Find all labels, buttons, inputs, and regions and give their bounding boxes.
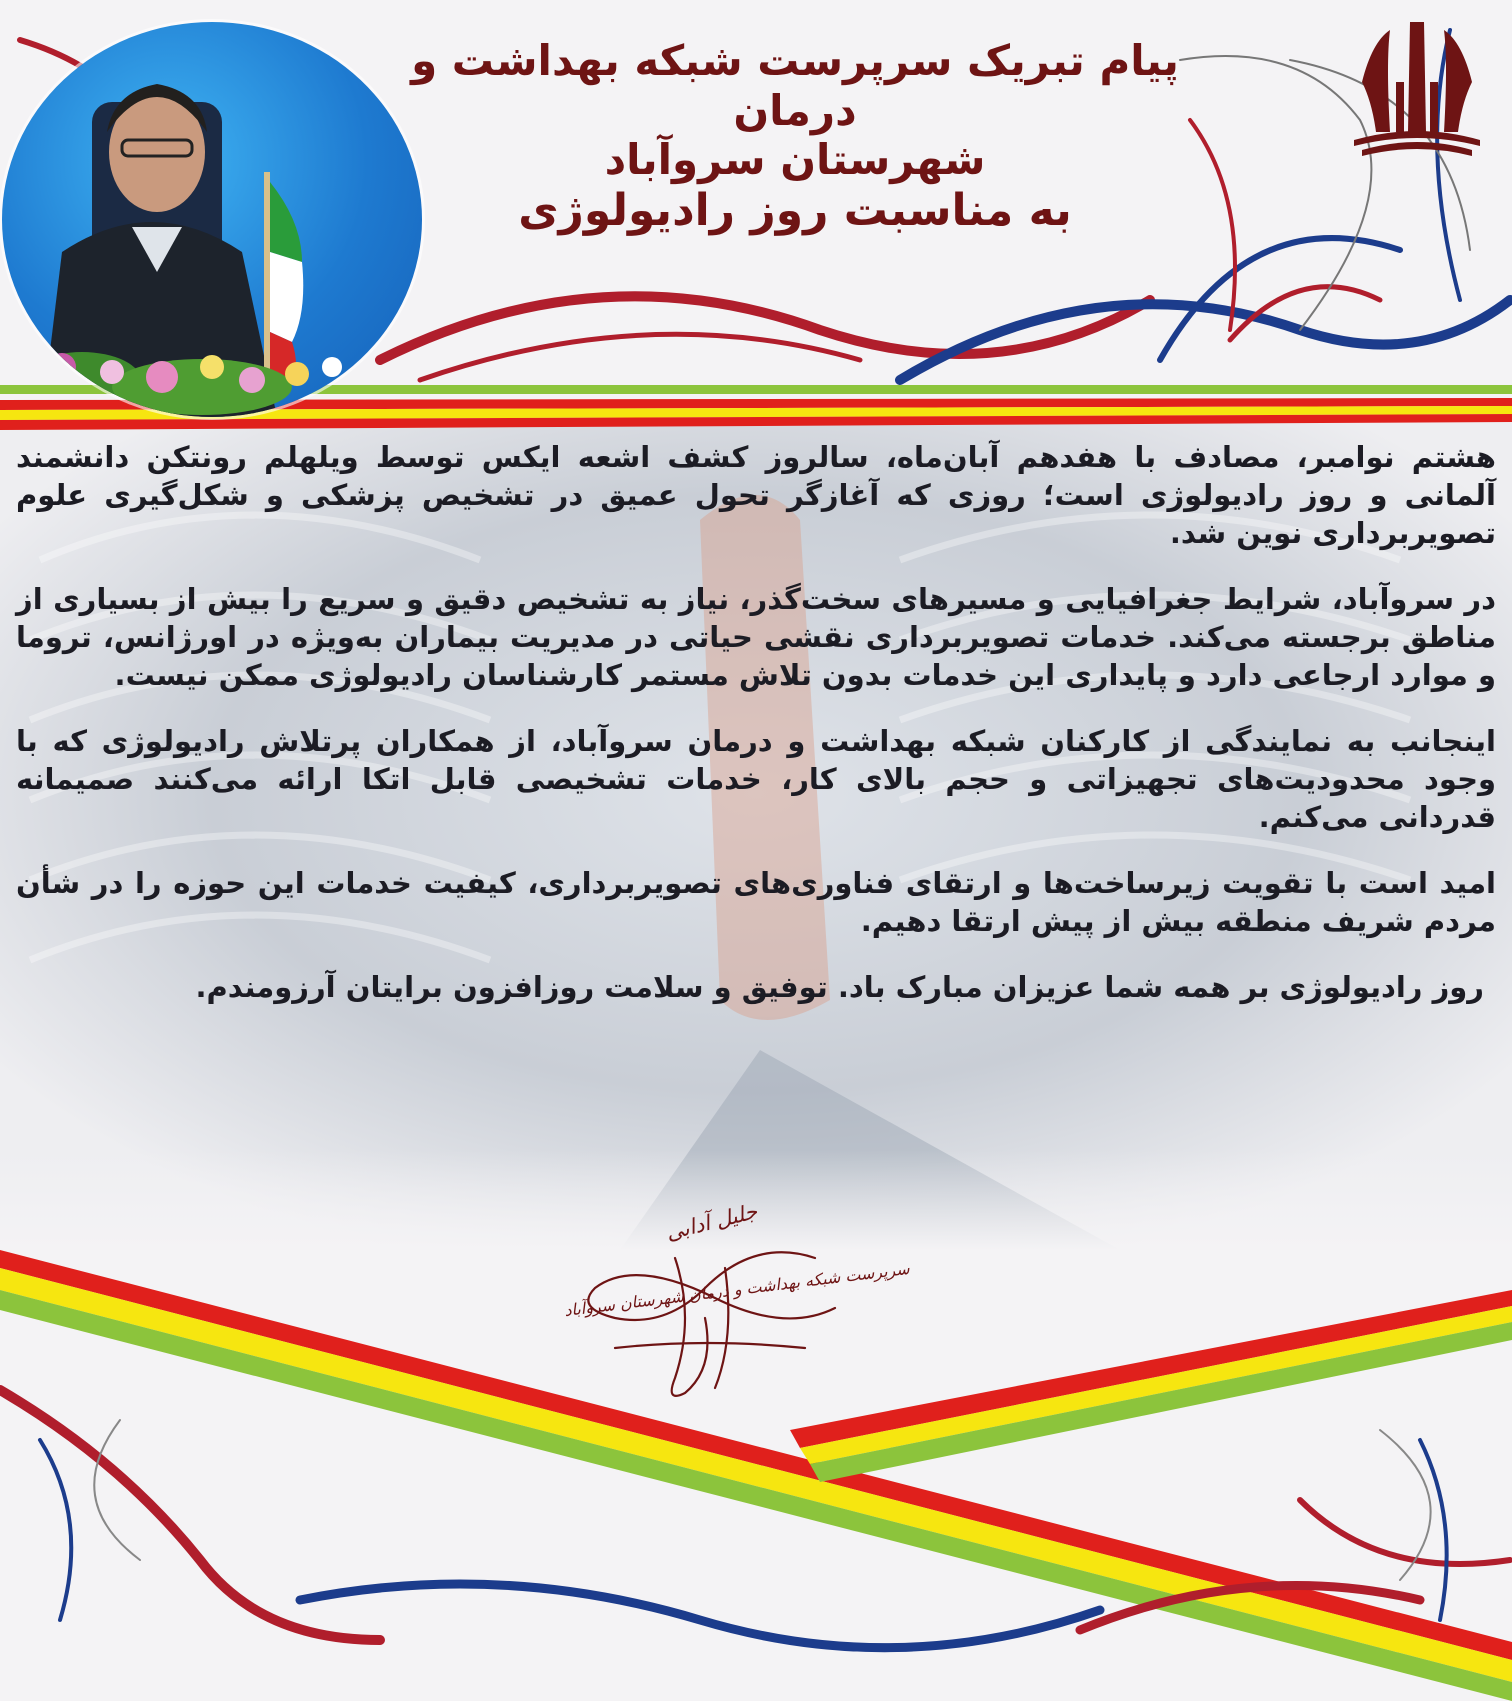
- paragraph-4: امید است با تقویت زیرساخت‌ها و ارتقای فناوری‌های تصویربرداری، کیفیت خدمات این حوزه را در شأن مردم شریف منطقه بیش از پیش ارتقا دهیم.: [16, 866, 1496, 938]
- paragraph-3: اینجانب به نمایندگی از کارکنان شبکه بهداشت و درمان سروآباد، از همکاران پرتلاش رادیولوژی که با وجود محدودیت‌های تجهیزاتی و حجم بالای کار، خدمات تشخیصی قابل اتکا ارائه می‌کنند صمیمانه قدردانی می‌کنم.: [16, 724, 1496, 834]
- paragraph-2: در سروآباد، شرایط جغرافیایی و مسیرهای سخت‌گذر، نیاز به تشخیص دقیق و سریع را بیش از بسیاری از مناطق برجسته می‌کند. خدمات تصویربرداری نقشی حیاتی در مدیریت بیماران به‌ویژه در اورژانس، تروما و موارد ارجاعی دارد و پایداری این خدمات بدون تلاش مستمر کارشناسان رادیولوژی ممکن نیست.: [16, 582, 1496, 692]
- signature-title: سرپرست شبکه بهداشت و درمان شهرستان سروآباد: [563, 1258, 911, 1321]
- director-photo: [2, 22, 422, 417]
- title-line-1: پیام تبریک سرپرست شبکه بهداشت و درمان: [411, 36, 1179, 135]
- signature-name: جلیل آدابی: [663, 1199, 760, 1245]
- header-title: [360, 36, 1230, 237]
- closing-line: روز رادیولوژی بر همه شما عزیزان مبارک باد. توفیق و سلامت روزافزون برایتان آرزومندم.: [195, 970, 1484, 1004]
- signature: [555, 1198, 911, 1408]
- message-body: [16, 438, 1496, 1006]
- title-line-2: شهرستان سروآباد: [604, 135, 986, 185]
- ministry-of-health-emblem-icon: [1352, 22, 1482, 162]
- paragraph-1: هشتم نوامبر، مصادف با هفدهم آبان‌ماه، سالروز کشف اشعه ایکس توسط ویلهلم رونتکن دانشمند آلمانی و روز رادیولوژی است؛ روزی که آغازگر تحول عمیق در تشخیص پزشکی و شکل‌گیری علوم تصویربرداری نوین شد.: [16, 440, 1496, 550]
- title-line-3: به مناسبت روز رادیولوژی: [518, 184, 1072, 236]
